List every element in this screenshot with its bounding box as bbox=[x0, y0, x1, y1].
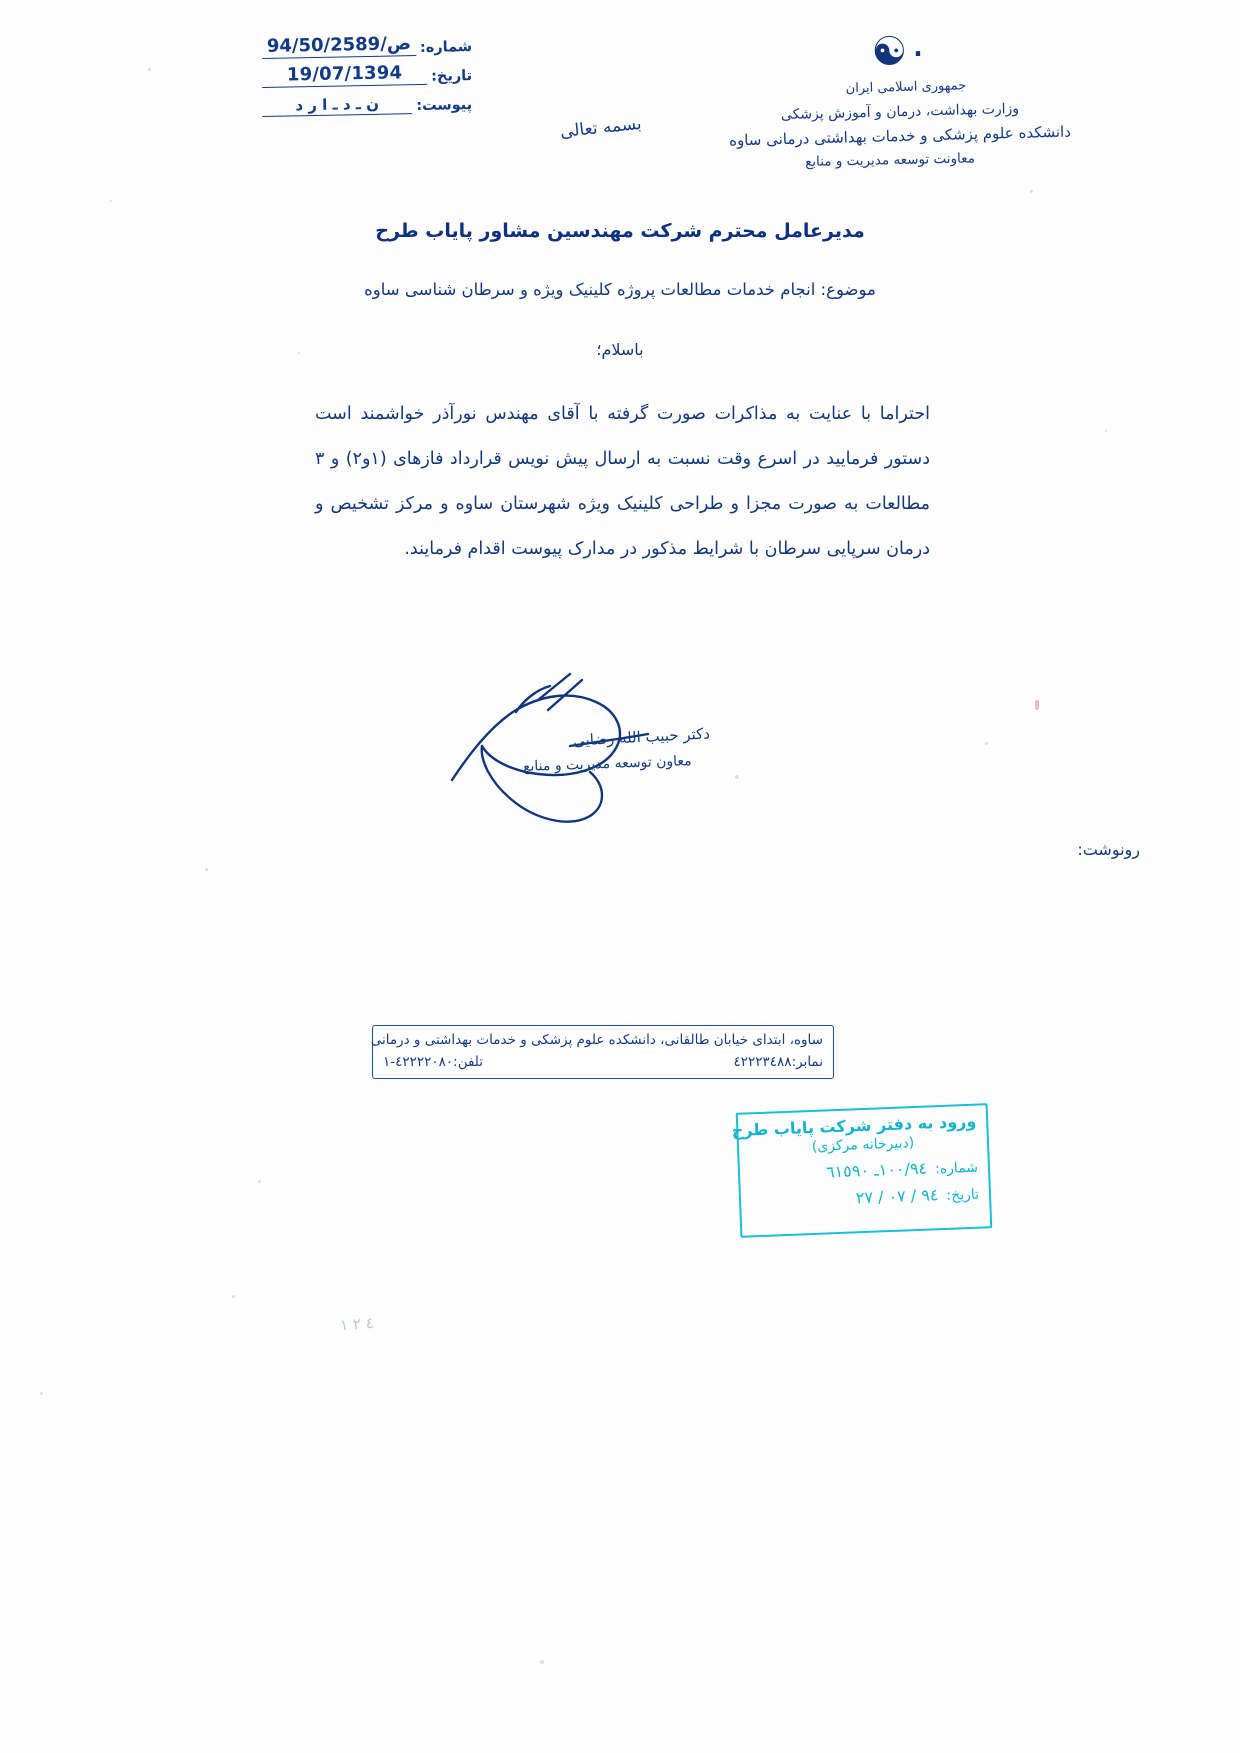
entry-stamp-title: ورود به دفتر شرکت پایاب طرح bbox=[731, 1111, 977, 1141]
entry-stamp-number-value: ١٠٠/٩٤ـ ٦١٥٩٠ bbox=[825, 1158, 928, 1182]
entry-stamp bbox=[731, 1103, 993, 1238]
reference-date-label: تاریخ: bbox=[431, 67, 473, 85]
addressee-line: مدیرعامل محترم شرکت مهندسین مشاور پایاب طرح bbox=[375, 220, 865, 242]
scan-speck bbox=[1105, 430, 1107, 432]
signature-name: دکتر حبیب الله رضایی bbox=[572, 724, 711, 750]
scan-speck bbox=[148, 68, 151, 71]
footer-address: ساوه، ابتدای خیابان طالقانی، دانشکده علوم پزشکی و خدمات بهداشتی و درمانی bbox=[370, 1032, 823, 1048]
signature-title: معاون توسعه مدیریت و منابع bbox=[523, 753, 693, 775]
footer-fax-label: نمابر: bbox=[791, 1054, 823, 1070]
footer-fax bbox=[734, 1054, 823, 1070]
letterhead-line-3: دانشکده علوم پزشکی و خدمات بهداشتی درمانی ساوه bbox=[728, 122, 1072, 150]
footer-phone bbox=[383, 1054, 483, 1070]
reference-date-value: 19/07/1394 bbox=[262, 62, 427, 88]
scan-speck bbox=[205, 868, 208, 871]
reference-date-row bbox=[262, 55, 473, 88]
entry-stamp-number-label: شماره: bbox=[934, 1159, 979, 1178]
reference-number-row bbox=[262, 26, 473, 59]
footer-address-box bbox=[372, 1025, 834, 1079]
letterhead bbox=[700, 30, 1100, 172]
cc-label: رونوشت: bbox=[1077, 840, 1140, 859]
faint-handwritten-mark: ٤ ٢ ١ bbox=[339, 1313, 375, 1335]
scan-speck bbox=[110, 200, 112, 202]
footer-phone-label: تلفن: bbox=[453, 1054, 484, 1070]
reference-attachment-row bbox=[262, 84, 473, 117]
scan-speck bbox=[735, 775, 739, 779]
entry-stamp-date-row bbox=[751, 1184, 980, 1212]
reference-block bbox=[262, 28, 472, 115]
scan-speck bbox=[40, 1392, 43, 1395]
body-paragraph: احتراما با عنایت به مذاکرات صورت گرفته با آقای مهندس نورآذر خواشمند است دستور فرمایید در اسرع وقت نسبت به ارسال پیش نویس قرارداد فازهای (۱و۲) و ۳ مطالعات به صورت مجزا و طراحی کلینیک ویژه شهرستان ساوه و مرکز تشخیص و درمان سرپایی سرطان با شرایط مذکور در مدارک پیوست اقدام فرمایند. bbox=[315, 404, 930, 559]
footer-fax-value: ٤٢٢٢٣٤٨٨ bbox=[733, 1054, 792, 1070]
entry-stamp-date-label: تاریخ: bbox=[946, 1186, 980, 1204]
letterhead-line-2: وزارت بهداشت، درمان و آموزش پزشکی bbox=[780, 100, 1020, 124]
reference-attachment-label: پیوست: bbox=[416, 96, 473, 115]
signature-block bbox=[420, 660, 720, 850]
salutation: باسلام؛ bbox=[596, 340, 644, 359]
reference-number-label: شماره: bbox=[419, 38, 473, 56]
reference-number-value: 94/ص/50/2589 bbox=[262, 33, 416, 59]
scan-speck bbox=[1030, 190, 1033, 193]
letterhead-line-1: جمهوری اسلامی ایران bbox=[845, 78, 967, 97]
iran-emblem-icon: ۰☯ bbox=[871, 29, 929, 75]
scan-speck bbox=[258, 1180, 261, 1183]
letterhead-line-4: معاونت توسعه مدیریت و منابع bbox=[804, 150, 976, 170]
entry-stamp-subtitle: (دبیرخانه مرکزی) bbox=[811, 1135, 915, 1155]
scan-speck bbox=[1035, 700, 1039, 710]
subject-line: موضوع: انجام خدمات مطالعات پروژه کلینیک ویژه و سرطان شناسی ساوه bbox=[364, 280, 876, 299]
reference-attachment-value: ن ـ د ـ ا ر د bbox=[262, 94, 412, 117]
scan-speck bbox=[232, 1295, 235, 1298]
footer-contact-row bbox=[383, 1054, 823, 1070]
footer-phone-value: ٤٢٢٢٢٠٨٠-١ bbox=[383, 1054, 454, 1070]
entry-stamp-number-row bbox=[750, 1157, 979, 1185]
entry-stamp-date-value: ٩٤ / ٠٧ / ٢٧ bbox=[855, 1185, 939, 1208]
besmeh-taala: بسمه تعالی bbox=[559, 113, 643, 143]
scan-speck bbox=[540, 1660, 544, 1664]
scan-speck bbox=[985, 742, 988, 745]
